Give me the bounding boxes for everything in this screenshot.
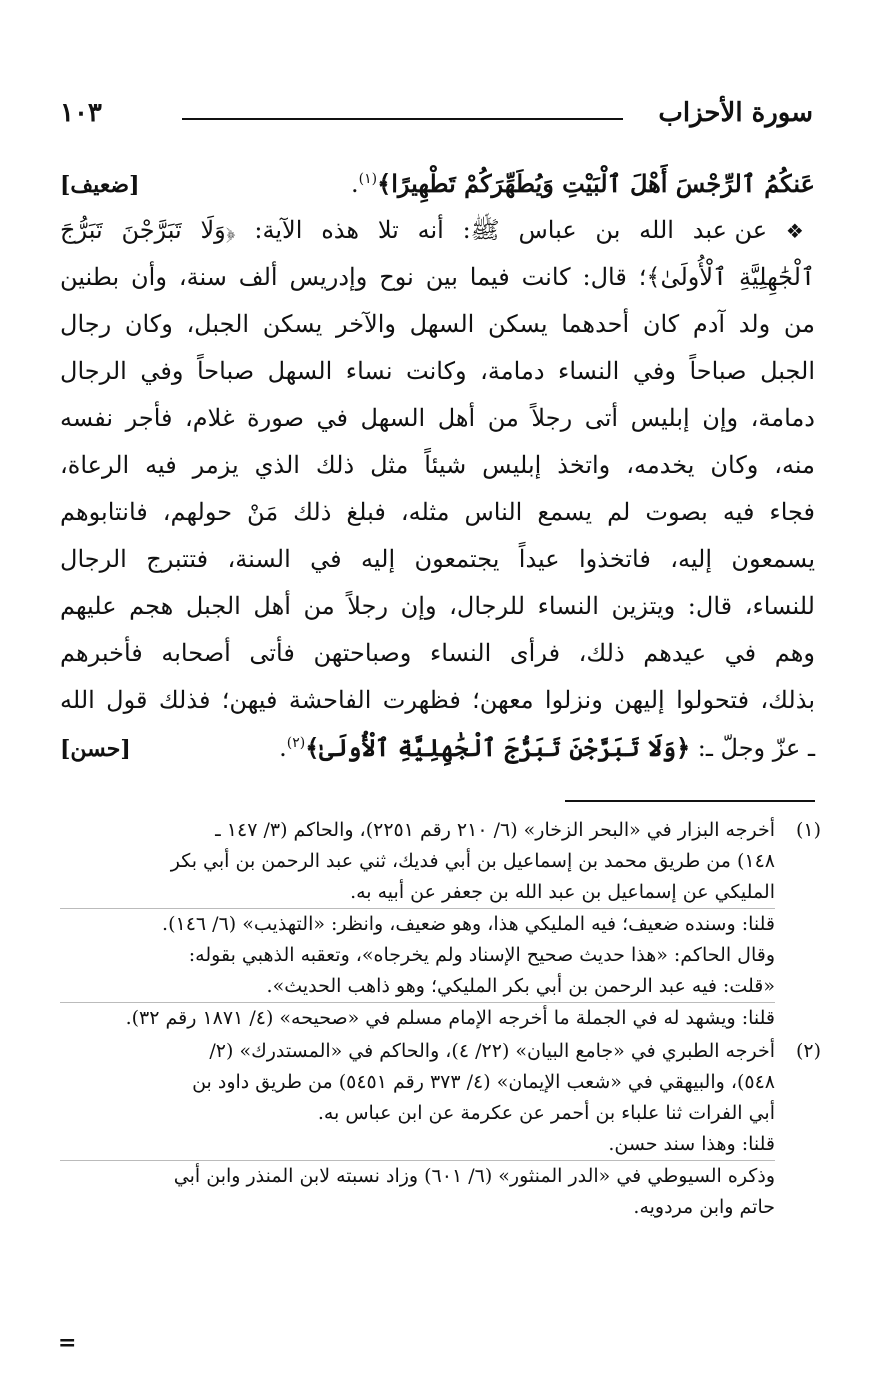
verse-ending-line <box>60 160 815 207</box>
text-line-content: ٱلْجَٰهِلِيَّةِ ٱلْأُولَىٰ﴾؛ قال: كانت فيما بين نوح وإدريس ألف سنة، وأن بطنين <box>60 263 816 291</box>
text-line <box>60 348 815 395</box>
footnote-number: (٢) <box>795 1040 821 1062</box>
text-line-content: وهم في عيدهم ذلك، فرأى النساء وصباحتهن فأتى أصحابه فأخبرهم <box>60 639 815 667</box>
footnote-line: ٥٤٨)، والبيهقي في «شعب الإيمان» (٤/ ٣٧٣ رقم ٥٤٥١) من طريق داود بن <box>192 1071 775 1093</box>
footnote-line: أبي الفرات ثنا علباء بن أحمر عن عكرمة عن ابن عباس به. <box>317 1102 775 1124</box>
text-line <box>60 677 815 724</box>
footnote-comment: وذكره السيوطي في «الدر المنثور» (٦/ ٦٠١) وزاد نسبته لابن المنذر وابن أبي <box>60 1160 775 1192</box>
text-line <box>60 630 815 677</box>
page-number: ١٠٣ <box>60 98 102 128</box>
footnote-comment: قلنا: وسنده ضعيف؛ فيه المليكي هذا، وهو ضعيف، وانظر: «التهذيب» (٦/ ١٤٦). <box>60 908 775 940</box>
footnote-comment: قلنا: ويشهد له في الجملة ما أخرجه الإمام مسلم في «صحيحه» (٤/ ١٨٧١ رقم ٣٢). <box>60 1002 775 1034</box>
footnotes <box>60 815 821 1223</box>
text-line <box>60 301 815 348</box>
text-line-content: يسمعون إليه، فاتخذوا عيداً يجتمعون إليه في السنة، فتتبرج الرجال <box>60 545 815 573</box>
footnote-number: (١) <box>795 819 821 841</box>
text-line-content: عن عبد الله بن عباس ﷺ: أنه تلا هذه الآية: ﴿وَلَا تَبَرَّجْنَ تَبَرُّجَ <box>60 216 768 244</box>
page-header <box>60 98 813 138</box>
punctuation: . <box>351 170 359 198</box>
footnote-line: أخرجه الطبري في «جامع البيان» (٢٢/ ٤)، والحاكم في «المستدرك» (٢/ <box>209 1040 775 1062</box>
footnote-ref: (١) <box>358 171 378 187</box>
text-line-content: دمامة، وإن إبليس أتى رجلاً من أهل السهل في صورة غلام، فأجر نفسه <box>60 404 815 432</box>
text-line <box>60 254 815 301</box>
footnote-line: المليكي عن إسماعيل بن عبد الله بن جعفر عن أبيه به. <box>350 881 775 903</box>
footnote-1 <box>60 815 821 1034</box>
text-line-content: فجاء فيه بصوت لم يسمع الناس مثله، فبلغ ذلك مَنْ حولهم، فانتابوهم <box>60 498 815 526</box>
grade-label: [حسن] <box>60 736 131 762</box>
footnote-2 <box>60 1036 821 1223</box>
text-line-content: بذلك، فتحولوا إليهن ونزلوا معهن؛ فظهرت الفاحشة فيهن؛ فذلك قول الله <box>60 686 815 714</box>
footnote-comment: قلنا: وهذا سند حسن. <box>608 1133 775 1155</box>
text-line <box>60 207 815 254</box>
text-line-content: للنساء، قال: ويتزين النساء للرجال، وإن رجلاً من أهل الجبل هجم عليهم <box>60 592 815 620</box>
footnote-separator <box>565 800 815 802</box>
text-line <box>60 442 815 489</box>
text-line <box>60 395 815 442</box>
text-line <box>60 583 815 630</box>
text-line-content: ـ عزّ وجلّ ـ: <box>690 734 815 762</box>
footnote-comment: «قلت: فيه عبد الرحمن بن أبي بكر المليكي؛ وهو ذاهب الحديث». <box>266 975 775 997</box>
footnote-ref: (٢) <box>286 735 306 751</box>
header-rule <box>182 118 623 120</box>
surah-title: سورة الأحزاب <box>658 98 813 128</box>
verse-ending-line <box>60 724 815 771</box>
footnote-line: ١٤٨) من طريق محمد بن إسماعيل بن أبي فديك، ثني عبد الرحمن بن أبي بكر <box>170 850 775 872</box>
footnote-comment: وقال الحاكم: «هذا حديث صحيح الإسناد ولم يخرجاه»، وتعقبه الذهبي بقوله: <box>188 944 775 966</box>
main-text <box>60 160 815 771</box>
punctuation: . <box>279 734 287 762</box>
footnote-comment: حاتم وابن مردويه. <box>633 1196 775 1218</box>
quran-verse: ﴿وَلَا تَبَرَّجْنَ تَبَرُّجَ ٱلْجَٰهِلِيَّةِ ٱلْأُولَىٰ﴾ <box>305 733 691 762</box>
text-line-content: من ولد آدم كان أحدهما يسكن السهل والآخر يسكن الجبل، وكان رجال <box>60 310 815 338</box>
text-line-content: منه، وكان يخدمه، واتخذ إبليس شيئاً مثل ذلك الذي يزمر فيه الرعاة، <box>60 451 815 479</box>
footnote-line: أخرجه البزار في «البحر الزخار» (٦/ ٢١٠ رقم ٢٢٥١)، والحاكم (٣/ ١٤٧ ـ <box>215 819 775 841</box>
text-line <box>60 489 815 536</box>
text-line-content: الجبل صباحاً وفي النساء دمامة، وكانت نساء السهل صباحاً وفي الرجال <box>60 357 815 385</box>
quran-verse: عَنكُمُ ٱلرِّجْسَ أَهْلَ ٱلْبَيْتِ وَيُطَهِّرَكُمْ تَطْهِيرًا﴾ <box>377 169 815 198</box>
bullet-icon: ❖ <box>785 219 815 243</box>
continuation-mark: = <box>58 1330 77 1356</box>
text-line <box>60 536 815 583</box>
grade-label: [ضعيف] <box>60 172 140 198</box>
